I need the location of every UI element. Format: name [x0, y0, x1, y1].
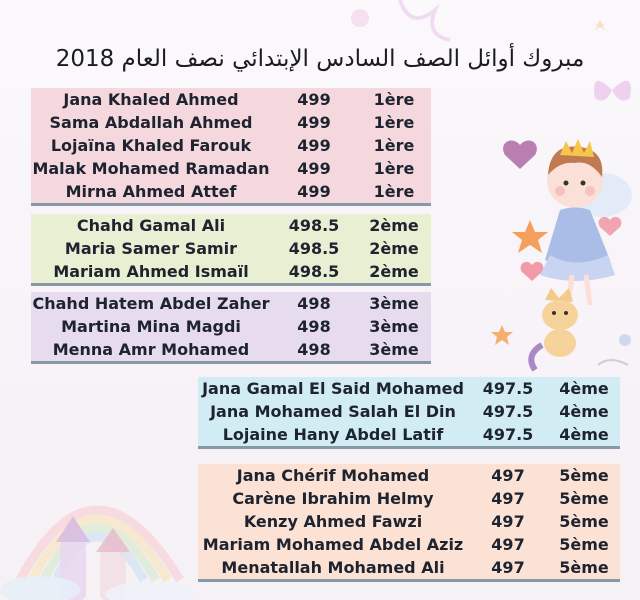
student-rank: 2ème	[369, 262, 419, 281]
student-score: 498	[297, 317, 331, 336]
table-row	[198, 423, 620, 446]
student-score: 499	[297, 90, 331, 109]
student-score: 499	[297, 113, 331, 132]
student-score: 497.5	[482, 402, 534, 421]
table-row	[31, 88, 431, 111]
student-name: Malak Mohamed Ramadan	[32, 159, 270, 178]
star-icon	[512, 220, 548, 253]
student-score: 498.5	[288, 262, 340, 281]
student-name: Jana Khaled Ahmed	[63, 90, 239, 109]
student-name: Lojaine Hany Abdel Latif	[222, 425, 444, 444]
student-score: 498	[297, 340, 331, 359]
student-name: Kenzy Ahmed Fawzi	[243, 512, 423, 531]
table-row	[198, 510, 620, 533]
student-score: 499	[297, 182, 331, 201]
student-rank: 1ère	[373, 159, 415, 178]
student-name: Carène Ibrahim Helmy	[232, 489, 434, 508]
student-name: Chahd Hatem Abdel Zaher	[32, 294, 270, 313]
student-rank: 3ème	[369, 340, 419, 359]
table-row	[31, 134, 431, 157]
table-row	[31, 157, 431, 180]
kitten-illustration	[531, 288, 578, 370]
table-row	[31, 292, 431, 315]
table-row	[198, 400, 620, 423]
student-score: 497	[491, 535, 525, 554]
student-name: Lojaïna Khaled Farouk	[50, 136, 252, 155]
student-name: Chahd Gamal Ali	[76, 216, 226, 235]
student-score: 499	[297, 136, 331, 155]
student-name: Menna Amr Mohamed	[52, 340, 250, 359]
page-title: مبروك أوائل الصف السادس الإبتدائي نصف العام 2018	[55, 46, 585, 72]
table-row	[31, 237, 431, 260]
student-rank: 5ème	[559, 466, 609, 485]
table-row	[31, 111, 431, 134]
table-row	[31, 180, 431, 203]
heart-icon	[503, 140, 537, 169]
student-name: Mariam Mohamed Abdel Aziz	[202, 535, 464, 554]
rank-group-2	[31, 214, 431, 286]
student-rank: 1ère	[373, 182, 415, 201]
student-name: Maria Samer Samir	[64, 239, 238, 258]
fairy-illustration	[490, 125, 640, 380]
rank-group-1	[31, 88, 431, 206]
rank-group-4	[198, 377, 620, 449]
student-name: Martina Mina Magdi	[61, 317, 241, 336]
student-rank: 4ème	[559, 425, 609, 444]
student-name: Jana Chérif Mohamed	[236, 466, 430, 485]
student-rank: 5ème	[559, 489, 609, 508]
rainbow-castle-illustration	[0, 430, 200, 600]
student-rank: 4ème	[559, 402, 609, 421]
table-row	[31, 315, 431, 338]
student-score: 497.5	[482, 379, 534, 398]
student-name: Menatallah Mohamed Ali	[221, 558, 445, 577]
student-score: 499	[297, 159, 331, 178]
student-score: 498	[297, 294, 331, 313]
table-row	[198, 464, 620, 487]
rank-group-5	[198, 464, 620, 582]
student-rank: 4ème	[559, 379, 609, 398]
table-row	[31, 214, 431, 237]
student-name: Mariam Ahmed Ismaïl	[53, 262, 249, 281]
table-row	[198, 556, 620, 579]
student-name: Jana Gamal El Said Mohamed	[202, 379, 464, 398]
table-row	[198, 533, 620, 556]
student-rank: 1ère	[373, 136, 415, 155]
rank-group-3	[31, 292, 431, 364]
student-rank: 5ème	[559, 512, 609, 531]
student-rank: 5ème	[559, 558, 609, 577]
student-rank: 1ère	[373, 113, 415, 132]
student-score: 497	[491, 489, 525, 508]
student-score: 498.5	[288, 239, 340, 258]
table-row	[31, 338, 431, 361]
student-rank: 1ère	[373, 90, 415, 109]
student-score: 497	[491, 466, 525, 485]
table-row	[198, 377, 620, 400]
student-score: 497	[491, 558, 525, 577]
student-name: Jana Mohamed Salah El Din	[210, 402, 456, 421]
heart-icon	[599, 217, 622, 236]
student-score: 497.5	[482, 425, 534, 444]
student-rank: 5ème	[559, 535, 609, 554]
student-name: Mirna Ahmed Attef	[65, 182, 237, 201]
student-rank: 3ème	[369, 294, 419, 313]
student-score: 498.5	[288, 216, 340, 235]
table-row	[198, 487, 620, 510]
student-name: Sama Abdallah Ahmed	[49, 113, 253, 132]
student-rank: 3ème	[369, 317, 419, 336]
student-score: 497	[491, 512, 525, 531]
butterfly-icon	[585, 68, 640, 113]
student-rank: 2ème	[369, 216, 419, 235]
student-rank: 2ème	[369, 239, 419, 258]
table-row	[31, 260, 431, 283]
